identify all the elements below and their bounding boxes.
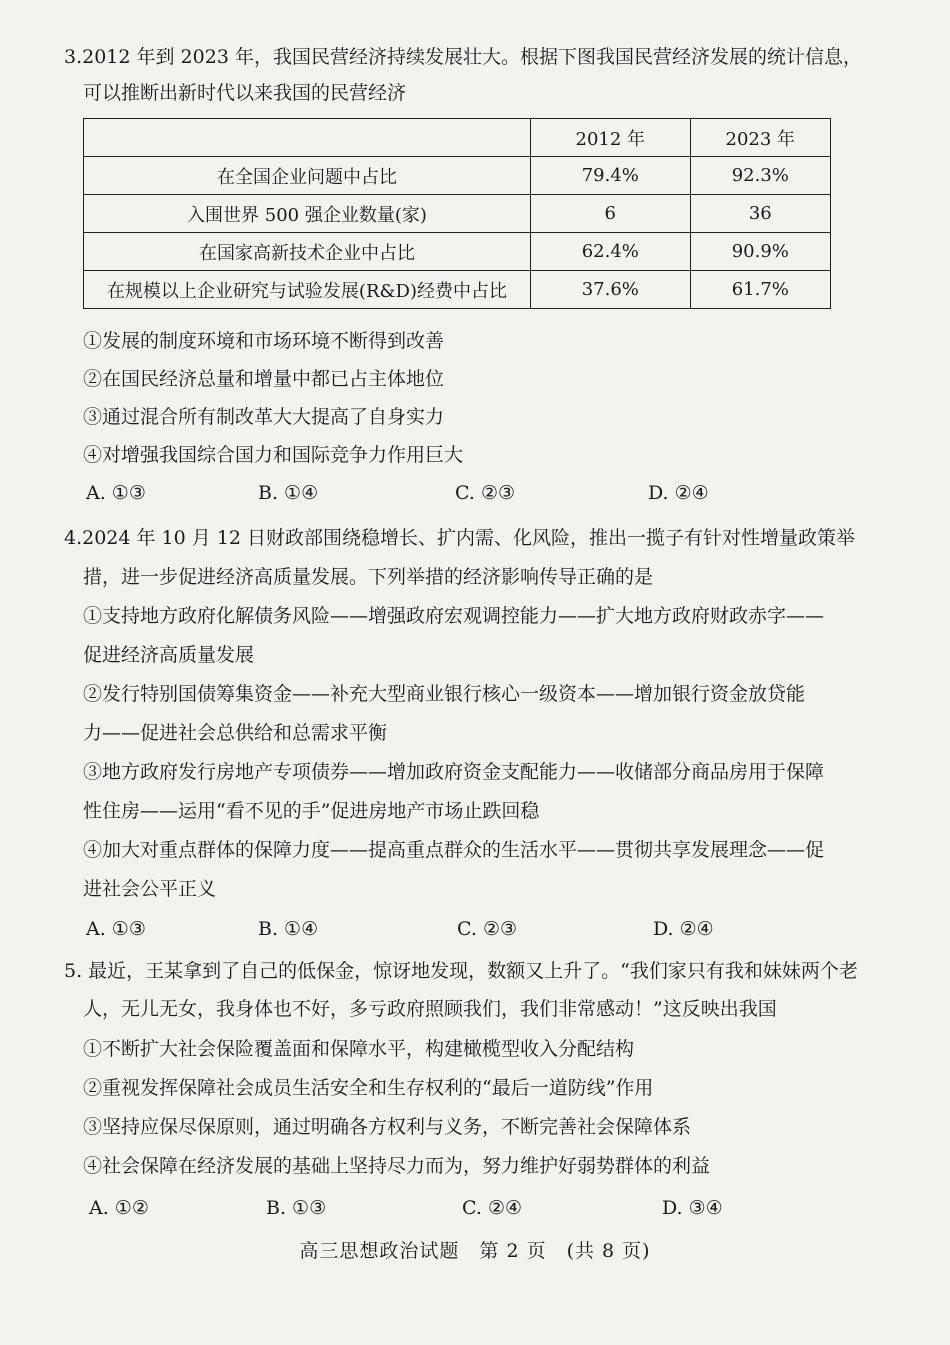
table-header-cell <box>84 119 531 157</box>
table-row <box>84 157 831 195</box>
table-cell-label: 在全国企业问题中占比 <box>84 157 531 195</box>
q4-choices <box>86 918 866 948</box>
table-header-row <box>84 119 831 157</box>
q3-option-2: ②在国民经济总量和增量中都已占主体地位 <box>83 368 445 390</box>
page-footer: 高三思想政治试题 第 2 页 (共 8 页) <box>299 1240 651 1262</box>
choice-b[interactable]: B. ①④ <box>258 482 319 504</box>
q3-option-1: ①发展的制度环境和市场环境不断得到改善 <box>83 330 445 352</box>
choice-c[interactable]: C. ②④ <box>462 1197 523 1219</box>
table-cell: 92.3% <box>690 157 830 195</box>
choice-d[interactable]: D. ②④ <box>653 918 714 940</box>
q5-stem: 5. 最近，王某拿到了自己的低保金，惊讶地发现，数额又上升了。“我们家只有我和妹妹两个老 <box>64 960 858 982</box>
q4-line-8: 进社会公平正义 <box>83 878 217 900</box>
table-cell-label: 在国家高新技术企业中占比 <box>84 233 531 271</box>
choice-c[interactable]: C. ②③ <box>455 482 516 504</box>
table-header-cell: 2012 年 <box>530 119 690 157</box>
table-cell: 36 <box>690 195 830 233</box>
choice-b[interactable]: B. ①③ <box>266 1197 327 1219</box>
q4-line-6: 性住房——运用“看不见的手”促进房地产市场止跌回稳 <box>83 800 540 822</box>
table-row <box>84 195 831 233</box>
q5-option-3: ③坚持应保尽保原则，通过明确各方权利与义务，不断完善社会保障体系 <box>83 1116 692 1138</box>
table-row <box>84 233 831 271</box>
q3-stem: 3.2012 年到 2023 年，我国民营经济持续发展壮大。根据下图我国民营经济发展的统计信息， <box>64 46 862 68</box>
q3-option-4: ④对增强我国综合国力和国际竞争力作用巨大 <box>83 444 464 466</box>
q4-line-4: 力——促进社会总供给和总需求平衡 <box>83 722 388 744</box>
table-cell: 79.4% <box>530 157 690 195</box>
q5-option-1: ①不断扩大社会保险覆盖面和保障水平，构建橄榄型收入分配结构 <box>83 1038 635 1060</box>
table-cell: 90.9% <box>690 233 830 271</box>
choice-a[interactable]: A. ①③ <box>86 918 146 940</box>
table-cell-label: 在规模以上企业研究与试验发展(R&D)经费中占比 <box>84 271 531 309</box>
q5-option-2: ②重视发挥保障社会成员生活安全和生存权利的“最后一道防线”作用 <box>83 1077 654 1099</box>
choice-b[interactable]: B. ①④ <box>258 918 319 940</box>
choice-a[interactable]: A. ①③ <box>86 482 146 504</box>
q4-stem: 4.2024 年 10 月 12 日财政部围绕稳增长、扩内需、化风险，推出一揽子有针对性增量政策举 <box>64 527 856 549</box>
q4-line-1: ①支持地方政府化解债务风险——增强政府宏观调控能力——扩大地方政府财政赤字—— <box>83 605 825 627</box>
table-row <box>84 271 831 309</box>
q4-line-5: ③地方政府发行房地产专项债券——增加政府资金支配能力——收储部分商品房用于保障 <box>83 761 825 783</box>
choice-d[interactable]: D. ②④ <box>648 482 709 504</box>
choice-c[interactable]: C. ②③ <box>457 918 518 940</box>
q5-stem-cont: 人，无儿无女，我身体也不好，多亏政府照顾我们，我们非常感动！”这反映出我国 <box>83 998 777 1020</box>
q4-line-7: ④加大对重点群体的保障力度——提高重点群众的生活水平——贯彻共享发展理念——促 <box>83 839 825 861</box>
choice-a[interactable]: A. ①② <box>89 1197 149 1219</box>
table-cell: 37.6% <box>530 271 690 309</box>
table-cell: 6 <box>530 195 690 233</box>
table-cell: 61.7% <box>690 271 830 309</box>
q5-choices <box>86 1197 866 1227</box>
table-cell-label: 入围世界 500 强企业数量(家) <box>84 195 531 233</box>
q5-option-4: ④社会保障在经济发展的基础上坚持尽力而为，努力维护好弱势群体的利益 <box>83 1155 711 1177</box>
q3-choices <box>86 482 866 512</box>
q3-stem-cont: 可以推断出新时代以来我国的民营经济 <box>83 82 407 104</box>
table-cell: 62.4% <box>530 233 690 271</box>
q4-line-3: ②发行特别国债筹集资金——补充大型商业银行核心一级资本——增加银行资金放贷能 <box>83 683 806 705</box>
q3-option-3: ③通过混合所有制改革大大提高了自身实力 <box>83 406 445 428</box>
q3-data-table <box>83 118 831 309</box>
q4-stem-cont: 措，进一步促进经济高质量发展。下列举措的经济影响传导正确的是 <box>83 566 654 588</box>
q4-line-2: 促进经济高质量发展 <box>83 644 255 666</box>
choice-d[interactable]: D. ③④ <box>662 1197 723 1219</box>
table-header-cell: 2023 年 <box>690 119 830 157</box>
